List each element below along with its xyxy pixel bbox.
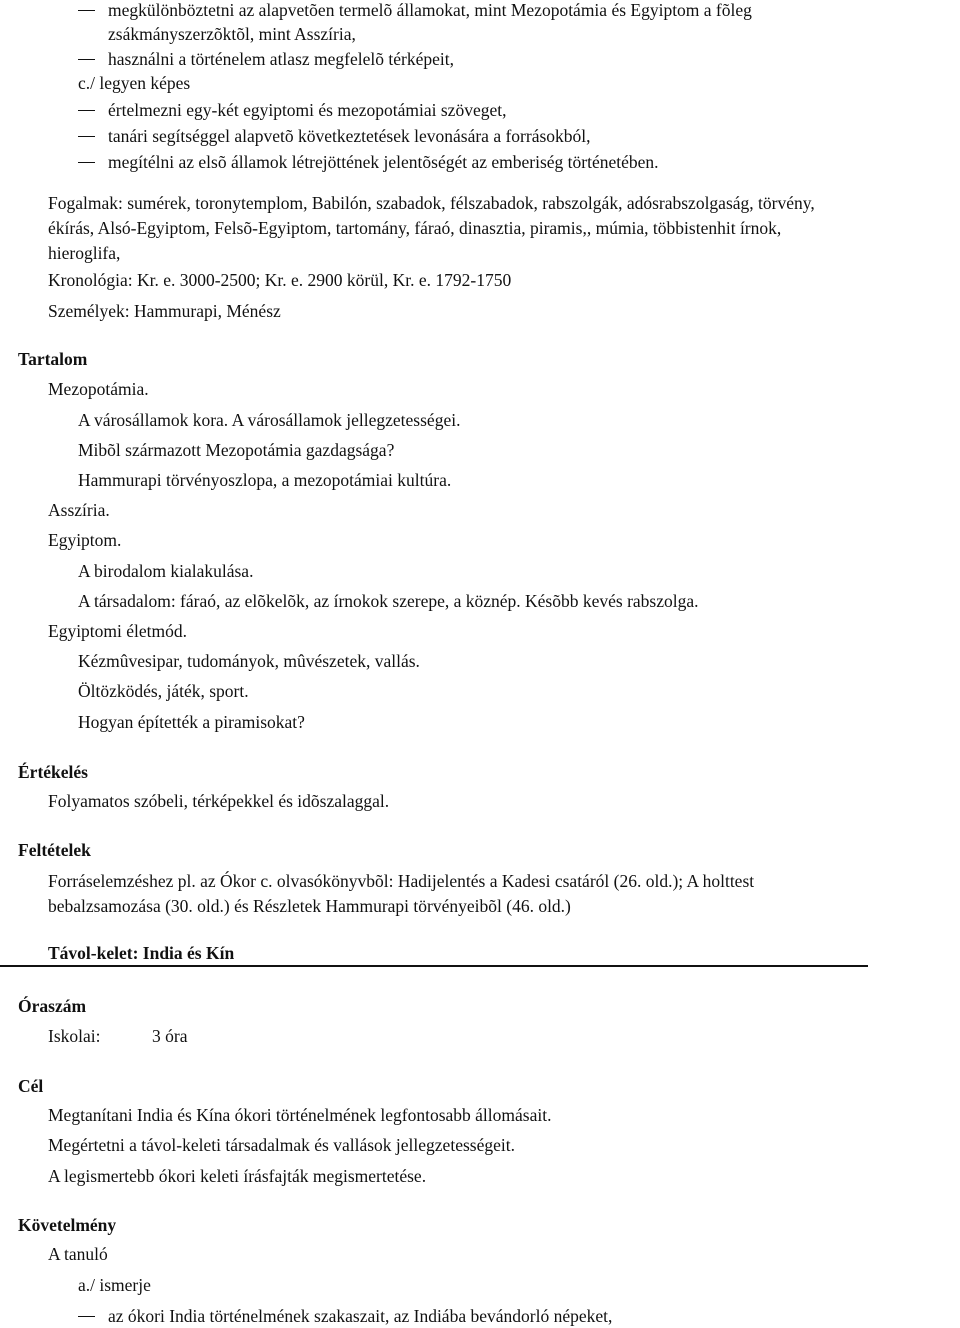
- content-subtopic: A társadalom: fáraó, az elõkelõk, az írnokok szerepe, a köznép. Késõbb kevés rabszolga.: [78, 591, 699, 611]
- content-topic: Asszíria.: [48, 500, 110, 520]
- dash-bullet: [78, 59, 95, 60]
- feltetelek-text: Forráselemzéshez pl. az Ókor c. olvasókönyvbõl: Hadijelentés a Kadesi csatáról (26. old.); A holttest: [48, 871, 755, 891]
- a-ismerje: a./ ismerje: [78, 1275, 151, 1295]
- list-item: az ókori India történelmének szakaszait, az Indiába bevándorló népeket,: [108, 1304, 612, 1328]
- dash-bullet: [78, 10, 95, 11]
- chapter-title: Távol-kelet: India és Kín: [48, 943, 235, 963]
- ertekeles-text: Folyamatos szóbeli, térképekkel és idõszalaggal.: [48, 791, 390, 811]
- iskolai-label: Iskolai:: [48, 1026, 101, 1046]
- fogalmak-line: ékírás, Alsó-Egyiptom, Felsõ-Egyiptom, tartomány, fáraó, dinasztia, piramis,, múmia, többistenhit írnok,: [48, 218, 782, 238]
- list-item-continuation: zsákmányszerzõktõl, mint Asszíria,: [108, 24, 356, 44]
- kovetelmeny-heading: Követelmény: [18, 1215, 117, 1235]
- horizontal-rule: [0, 965, 868, 967]
- content-subtopic: A városállamok kora. A városállamok jellegzetességei.: [78, 410, 461, 430]
- dash-bullet: [78, 110, 95, 111]
- content-subtopic: Kézmûvesipar, tudományok, mûvészetek, vallás.: [78, 651, 420, 671]
- ertekeles-heading: Értékelés: [18, 762, 88, 782]
- section-c-label: c./ legyen képes: [78, 73, 191, 93]
- content-topic: Egyiptom.: [48, 530, 122, 550]
- content-topic: Mezopotámia.: [48, 379, 149, 399]
- content-subtopic: Hogyan építették a piramisokat?: [78, 712, 305, 732]
- oraszam-heading: Óraszám: [18, 996, 87, 1016]
- content-topic: Egyiptomi életmód.: [48, 621, 188, 641]
- list-item: megkülönböztetni az alapvetõen termelõ államokat, mint Mezopotámia és Egyiptom a fõleg: [108, 0, 752, 22]
- iskolai-value: 3 óra: [152, 1026, 188, 1046]
- list-item: tanári segítséggel alapvetõ következtetések levonására a forrásokból,: [108, 124, 591, 148]
- list-item: használni a történelem atlasz megfelelõ térképeit,: [108, 47, 454, 71]
- content-subtopic: Öltözködés, játék, sport.: [78, 681, 249, 701]
- fogalmak-line: Fogalmak: sumérek, toronytemplom, Babilón, szabadok, félszabadok, rabszolgák, adósrabszolgaság, törvény,: [48, 193, 815, 213]
- cel-item: Megtanítani India és Kína ókori történelmének legfontosabb állomásait.: [48, 1105, 552, 1125]
- feltetelek-text: bebalzsamozása (30. old.) és Részletek Hammurapi törvényeibõl (46. old.): [48, 896, 571, 916]
- cel-item: A legismertebb ókori keleti írásfajták megismertetése.: [48, 1166, 427, 1186]
- dash-bullet: [78, 136, 95, 137]
- a-tanulo: A tanuló: [48, 1244, 108, 1264]
- list-item: értelmezni egy-két egyiptomi és mezopotámiai szöveget,: [108, 98, 506, 122]
- cel-item: Megértetni a távol-keleti társadalmak és vallások jellegzetességeit.: [48, 1135, 515, 1155]
- content-subtopic: Mibõl származott Mezopotámia gazdagsága?: [78, 440, 395, 460]
- fogalmak-line: hieroglifa,: [48, 243, 121, 263]
- szemelyek: Személyek: Hammurapi, Ménész: [48, 301, 281, 321]
- tartalom-heading: Tartalom: [18, 349, 88, 369]
- content-subtopic: Hammurapi törvényoszlopa, a mezopotámiai kultúra.: [78, 470, 452, 490]
- content-subtopic: A birodalom kialakulása.: [78, 561, 254, 581]
- list-item: megítélni az elsõ államok létrejöttének jelentõségét az emberiség történetében.: [108, 150, 659, 174]
- dash-bullet: [78, 162, 95, 163]
- kronologia: Kronológia: Kr. e. 3000-2500; Kr. e. 2900 körül, Kr. e. 1792-1750: [48, 270, 512, 290]
- dash-bullet: [78, 1316, 95, 1317]
- cel-heading: Cél: [18, 1076, 44, 1096]
- feltetelek-heading: Feltételek: [18, 840, 91, 860]
